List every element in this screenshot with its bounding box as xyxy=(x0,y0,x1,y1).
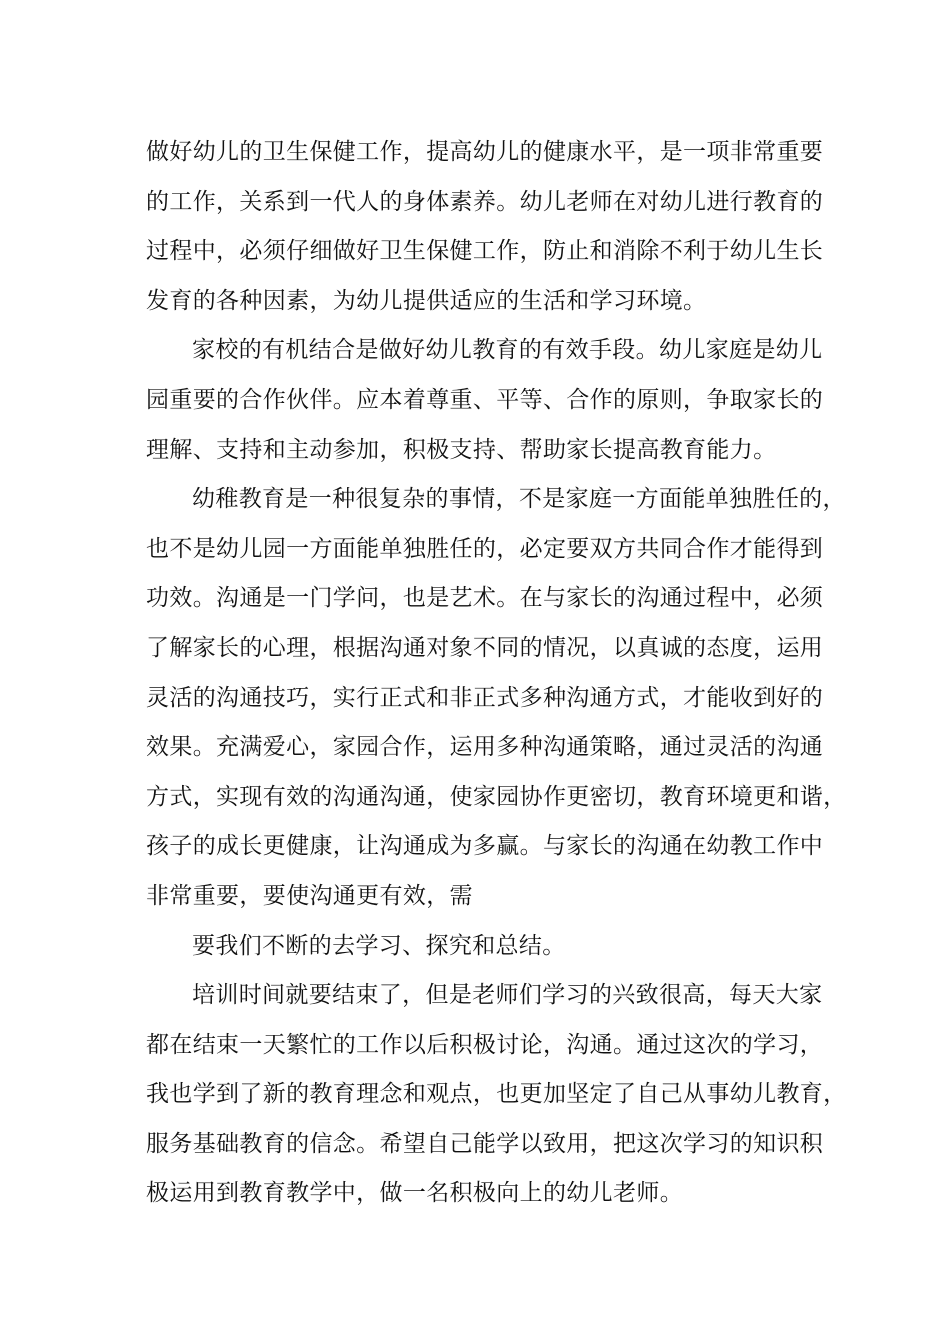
text-line: 方式，实现有效的沟通沟通，使家园协作更密切，教育环境更和谐， xyxy=(146,783,847,810)
text-line: 灵活的沟通技巧，实行正式和非正式多种沟通方式，才能收到好的 xyxy=(146,684,824,711)
text-line: 也不是幼儿园一方面能单独胜任的，必定要双方共同合作才能得到 xyxy=(146,535,824,562)
document-body xyxy=(146,128,847,1219)
text-line: 做好幼儿的卫生保健工作，提高幼儿的健康水平，是一项非常重要 xyxy=(146,139,824,165)
text-line: 非常重要，要使沟通更有效，需 xyxy=(146,882,473,909)
text-line: 都在结束一天繁忙的工作以后积极讨论，沟通。通过这次的学习， xyxy=(146,1031,824,1058)
text-line: 的工作，关系到一代人的身体素养。幼儿老师在对幼儿进行教育的 xyxy=(146,188,824,215)
text-line: 园重要的合作伙伴。应本着尊重、平等、合作的原则，争取家长的 xyxy=(146,386,824,413)
text-line: 我也学到了新的教育理念和观点，也更加坚定了自己从事幼儿教育， xyxy=(146,1081,847,1108)
text-line: 效果。充满爱心，家园合作，运用多种沟通策略，通过灵活的沟通 xyxy=(146,734,824,761)
paragraph-start-line: 要我们不断的去学习、探究和总结。 xyxy=(192,932,566,959)
text-line: 理解、支持和主动参加，积极支持、帮助家长提高教育能力。 xyxy=(146,436,777,463)
paragraph-start-line: 培训时间就要结束了，但是老师们学习的兴致很高，每天大家 xyxy=(192,982,823,1009)
text-line: 极运用到教育教学中，做一名积极向上的幼儿老师。 xyxy=(146,1180,684,1207)
text-line: 过程中，必须仔细做好卫生保健工作，防止和消除不利于幼儿生长 xyxy=(146,238,824,265)
text-line: 了解家长的心理，根据沟通对象不同的情况，以真诚的态度，运用 xyxy=(146,634,824,661)
text-line: 孩子的成长更健康，让沟通成为多赢。与家长的沟通在幼教工作中 xyxy=(146,833,824,860)
text-line: 服务基础教育的信念。希望自己能学以致用，把这次学习的知识积 xyxy=(146,1130,824,1157)
paragraph-start-line: 家校的有机结合是做好幼儿教育的有效手段。幼儿家庭是幼儿 xyxy=(192,337,823,364)
paragraph-start-line: 幼稚教育是一种很复杂的事情，不是家庭一方面能单独胜任的， xyxy=(192,486,846,513)
text-line: 功效。沟通是一门学问，也是艺术。在与家长的沟通过程中，必须 xyxy=(146,585,824,612)
text-line: 发育的各种因素，为幼儿提供适应的生活和学习环境。 xyxy=(146,287,707,314)
